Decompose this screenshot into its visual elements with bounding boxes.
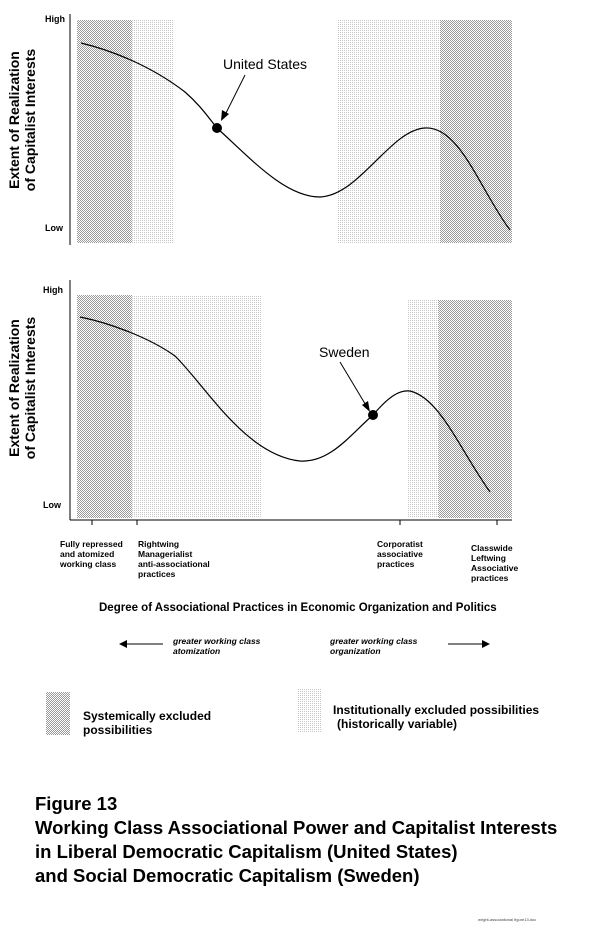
dir-left-line1: greater working class	[173, 636, 261, 646]
cat1-line3: working class	[60, 559, 117, 569]
direction-arrows	[0, 630, 607, 660]
us-chart-svg	[0, 0, 607, 260]
x-axis-title: Degree of Associational Practices in Economic Organization and Politics	[99, 602, 497, 614]
legend-light-line2: (historically variable)	[337, 717, 458, 731]
us-position-marker	[212, 123, 222, 133]
figure-title-line1: Working Class Associational Power and Capitalist Interests	[35, 817, 558, 838]
legend-dark-label	[83, 709, 211, 737]
se-zone-institutional-left	[132, 295, 262, 518]
dir-left-line2: atomization	[173, 646, 221, 656]
se-y-axis-label	[6, 308, 38, 468]
figure-caption	[35, 792, 557, 888]
us-y-low: Low	[45, 223, 63, 233]
legend-dark-swatch	[46, 692, 70, 735]
cat4-line1: Classwide	[471, 543, 513, 553]
se-annotation-arrow	[340, 362, 367, 407]
se-annotation-arrowhead	[362, 401, 370, 412]
us-y-label-line2: of Capitalist Interests	[22, 48, 38, 192]
cat1-line2: and atomized	[60, 549, 115, 559]
legend-dark-line1: Systemically excluded	[83, 709, 212, 723]
us-y-label-line1: Extent of Realization	[6, 51, 22, 189]
cat4-line3: Associative	[471, 563, 519, 573]
cat4-line2: Leftwing	[471, 553, 506, 563]
legend-light-label	[333, 703, 539, 731]
x-category-classwide	[471, 543, 518, 583]
se-y-low: Low	[43, 500, 61, 510]
us-annotation-arrow	[225, 75, 245, 115]
cat3-line1: Corporatist	[377, 539, 423, 549]
us-y-axis-label	[6, 40, 38, 200]
left-arrowhead	[119, 640, 127, 648]
legend-light-line1: Institutionally excluded possibilities	[333, 703, 540, 717]
cat4-line4: practices	[471, 573, 509, 583]
us-zone-systemic-right	[440, 20, 512, 243]
x-category-rightwing	[138, 539, 210, 579]
se-y-label-line1: Extent of Realization	[6, 319, 22, 457]
se-annotation-label: Sweden	[319, 344, 370, 360]
direction-left-label	[173, 636, 260, 656]
cat1-line1: Fully repressed	[60, 539, 123, 549]
se-zone-institutional-right	[408, 300, 438, 518]
footer-note: wright-associational figure13.doc	[478, 917, 537, 922]
us-annotation-arrowhead	[221, 110, 229, 121]
cat2-line1: Rightwing	[138, 539, 180, 549]
right-arrowhead	[482, 640, 490, 648]
cat2-line2: Managerialist	[138, 549, 193, 559]
se-y-label-line2: of Capitalist Interests	[22, 316, 38, 460]
cat3-line3: practices	[377, 559, 415, 569]
legend-light-swatch	[298, 688, 322, 733]
figure-title-line2: in Liberal Democratic Capitalism (United States)	[35, 841, 458, 862]
us-zone-institutional-left	[132, 20, 174, 243]
figure-title-line3: and Social Democratic Capitalism (Sweden)	[35, 865, 420, 886]
us-zone-systemic-left	[77, 20, 132, 243]
dir-right-line2: organization	[330, 646, 381, 656]
se-y-high: High	[43, 285, 63, 295]
se-zone-systemic-left	[77, 295, 132, 518]
cat2-line4: practices	[138, 569, 176, 579]
us-zone-institutional-right	[338, 20, 440, 243]
figure-number: Figure 13	[35, 793, 118, 814]
sweden-chart-svg	[0, 270, 607, 530]
us-annotation-label: United States	[223, 56, 308, 72]
us-y-high: High	[45, 14, 65, 24]
x-category-corporatist	[377, 539, 423, 569]
legend-dark-line2: possibilities	[83, 723, 153, 737]
se-zone-systemic-right	[438, 300, 512, 518]
x-category-fully-repressed	[60, 539, 123, 569]
cat3-line2: associative	[377, 549, 423, 559]
dir-right-line1: greater working class	[330, 636, 418, 646]
direction-right-label	[330, 636, 417, 656]
cat2-line3: anti-associational	[138, 559, 210, 569]
